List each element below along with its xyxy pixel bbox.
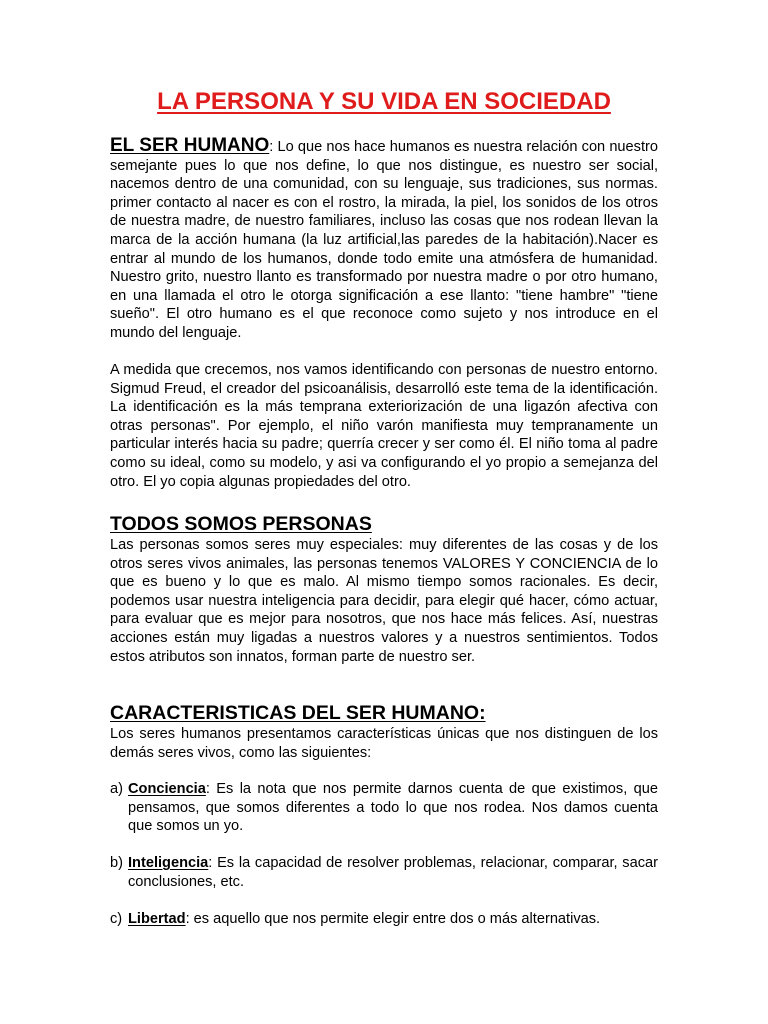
list-item-text: : Es la nota que nos permite darnos cuenta de que existimos, que pensamos, que somos diferentes a todo lo que nos rodea. Nos damos cuenta que somos un yo. [128, 781, 658, 835]
section-todos-personas-paragraph: Las personas somos seres muy especiales: muy diferentes de las cosas y de los otros seres vivos animales, las personas tenemos VALORES Y CONCIENCIA de lo que es bueno y lo que es malo. Al mismo tiempo somos racionales. Es decir, podemos usar nuestra inteligencia para decidir, para elegir qué hacer, cómo actuar, para evaluar que es mejor para nosotros, que nos hace más felices. Así, nuestras acciones están muy ligadas a nuestros valores y a nuestros sentimientos. Todos estos atributos son innatos, forman parte de nuestro ser. [110, 537, 658, 665]
list-marker: b) [110, 855, 123, 871]
list-item [110, 854, 658, 891]
section-ser-humano-2 [110, 361, 658, 491]
section-ser-humano-text-1: : Lo que nos hace humanos es nuestra relación con nuestro semejante pues lo que nos define, lo que nos distingue, es nuestro ser social, nacemos dentro de una comunidad, con su lenguaje, sus tradiciones, sus normas. primer contacto al nacer es con el rostro, la mirada, la piel, los sonidos de los otros de nuestra madre, de nuestro familiares, incluso las cosas que nos rodean llevan la marca de la acción humana (la luz artificial,las paredes de la habitación).Nacer es entrar al mundo de los humanos, donde todo emite una atmósfera de humanidad. Nuestro grito, nuestro llanto es transformado por nuestra madre o por otro humano, en una llamada el otro le otorga significación a ese llanto: "tiene hambre" "tiene sueño". El otro humano es el que reconoce como sujeto y nos introduce en el mundo del lenguaje. [110, 139, 658, 341]
section-todos-personas-heading: TODOS SOMOS PERSONAS [110, 513, 372, 535]
list-item [110, 910, 658, 929]
section-ser-humano-paragraph-1 [110, 137, 658, 343]
list-marker: a) [110, 781, 123, 797]
section-todos-personas [110, 512, 658, 666]
page-title: LA PERSONA Y SU VIDA EN SOCIEDAD [157, 88, 611, 115]
section-caracteristicas-heading: CARACTERISTICAS DEL SER HUMANO: [110, 702, 486, 724]
list-item-text: : Es la capacidad de resolver problemas, relacionar, comparar, sacar conclusiones, etc. [128, 855, 658, 890]
list-marker: c) [110, 911, 123, 927]
section-caracteristicas [110, 701, 658, 762]
section-caracteristicas-intro: Los seres humanos presentamos características únicas que nos distinguen de los demás seres vivos, como las siguientes: [110, 726, 658, 761]
list-item [110, 780, 658, 836]
term-inteligencia: Inteligencia [128, 855, 209, 871]
section-ser-humano [110, 137, 658, 343]
section-ser-humano-heading: EL SER HUMANO [110, 135, 270, 156]
term-libertad: Libertad [128, 911, 186, 927]
section-ser-humano-paragraph-2: A medida que crecemos, nos vamos identificando con personas de nuestro entorno. Sigmud Freud, el creador del psicoanálisis, desarrolló este tema de la identificación. La identificación es la más temprana exteriorización de una ligazón afectiva con otras personas". Por ejemplo, el niño varón manifiesta muy tempranamente un particular interés hacia su padre; querría crecer y ser como él. El niño toma al padre como su ideal, como su modelo, y asi va configurando el yo propio a semejanza del otro. El yo copia algunas propiedades del otro. [110, 362, 658, 490]
term-conciencia: Conciencia [128, 781, 206, 797]
list-item-text: : es aquello que nos permite elegir entre dos o más alternativas. [185, 911, 601, 927]
